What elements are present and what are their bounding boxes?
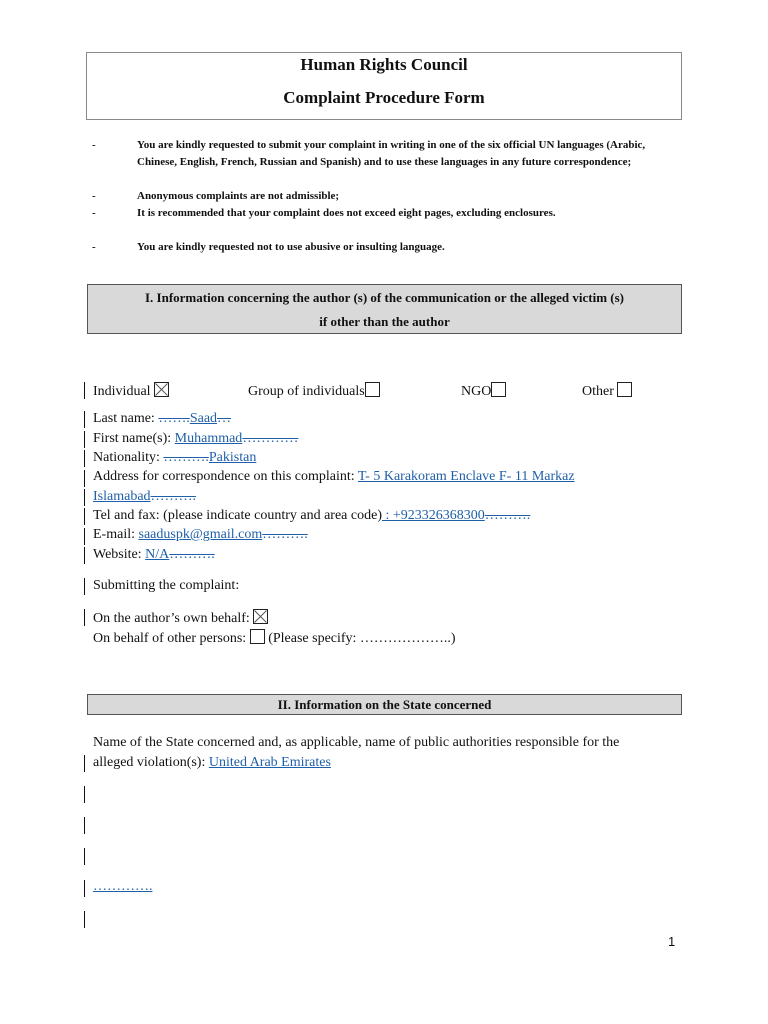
own-behalf-option[interactable]: On the author’s own behalf: [93,609,268,627]
type-group[interactable]: Group of individuals [248,382,380,400]
revision-bar [84,411,85,428]
instruction-text: You are kindly requested not to use abusive or insulting language. [137,241,445,253]
last-name-value[interactable]: Saad [189,411,218,426]
revision-bar [84,755,85,772]
submitting-label: Submitting the complaint: [93,578,240,593]
state-extra-dots[interactable]: …………. [93,879,153,894]
first-name-value[interactable]: Muhammad [174,431,243,446]
address-field-cont[interactable]: Islamabad………. [93,489,197,504]
form-title-box [86,52,682,120]
form-subtitle: Complaint Procedure Form [283,88,485,107]
instruction-text: You are kindly requested to submit your complaint in writing in one of the six official UN languages (Arabic, Chinese, English, French, Russian and Spanish) and to use these languages in any future correspondence; [137,139,646,168]
website-value[interactable]: N/A [145,547,170,562]
revision-bar [84,489,85,506]
revision-bar [84,911,85,928]
tel-field[interactable]: Tel and fax: (please indicate country and area code) : +923326368300………. [93,508,531,523]
revision-bar [84,786,85,803]
revision-bar [84,848,85,865]
nationality-value[interactable]: Pakistan [208,450,257,465]
revision-bar [84,470,85,487]
section2-heading: II. Information on the State concerned [87,694,682,715]
state-field[interactable]: alleged violation(s): United Arab Emirates [93,755,331,770]
revision-bar [84,382,85,399]
email-field[interactable]: E-mail: saaduspk@gmail.com………. [93,527,308,542]
state-label: Name of the State concerned and, as applicable, name of public authorities responsible for the [93,735,620,750]
revision-bar [84,880,85,897]
revision-bar [84,817,85,834]
individual-checkbox[interactable] [154,382,169,397]
type-individual[interactable]: Individual [93,382,169,400]
tel-value[interactable]: : +923326368300 [381,508,485,523]
revision-bar [84,450,85,467]
revision-bar [84,578,85,595]
revision-bar [84,547,85,564]
ngo-checkbox[interactable] [491,382,506,397]
address-field[interactable]: Address for correspondence on this complaint: T- 5 Karakoram Enclave F- 11 Markaz [93,469,575,484]
please-specify-text: (Please specify: ………………..) [268,631,456,646]
instruction-text: It is recommended that your complaint does not exceed eight pages, excluding enclosures. [137,207,556,219]
type-ngo[interactable]: NGO [461,382,506,400]
address-value-line1[interactable]: T- 5 Karakoram Enclave F- 11 Markaz [357,469,575,484]
address-value-line2[interactable]: Islamabad [93,489,151,504]
first-name-field[interactable]: First name(s): Muhammad………… [93,431,299,446]
group-checkbox[interactable] [365,382,380,397]
revision-bar [84,528,85,545]
nationality-field[interactable]: Nationality: ……….Pakistan [93,450,257,465]
type-other[interactable]: Other [582,382,632,400]
revision-bar [84,609,85,626]
form-title: Human Rights Council [300,55,468,74]
website-field[interactable]: Website: N/A………. [93,547,215,562]
revision-bar [84,431,85,448]
revision-bar [84,508,85,525]
page-number: 1 [668,934,676,949]
instruction-text: Anonymous complaints are not admissible; [137,190,340,202]
other-persons-option[interactable]: On behalf of other persons: (Please specify: ………………..) [93,631,456,646]
last-name-field[interactable]: Last name: …….Saad… [93,411,232,426]
state-value[interactable]: United Arab Emirates [208,755,331,770]
other-persons-checkbox[interactable] [250,629,265,644]
state-extra-field[interactable] [93,879,153,895]
own-behalf-checkbox[interactable] [253,609,268,624]
other-checkbox[interactable] [617,382,632,397]
section1-heading: I. Information concerning the author (s) of the communication or the alleged victim (s) if other than the author [87,284,682,334]
email-value[interactable]: saaduspk@gmail.com [138,527,263,542]
